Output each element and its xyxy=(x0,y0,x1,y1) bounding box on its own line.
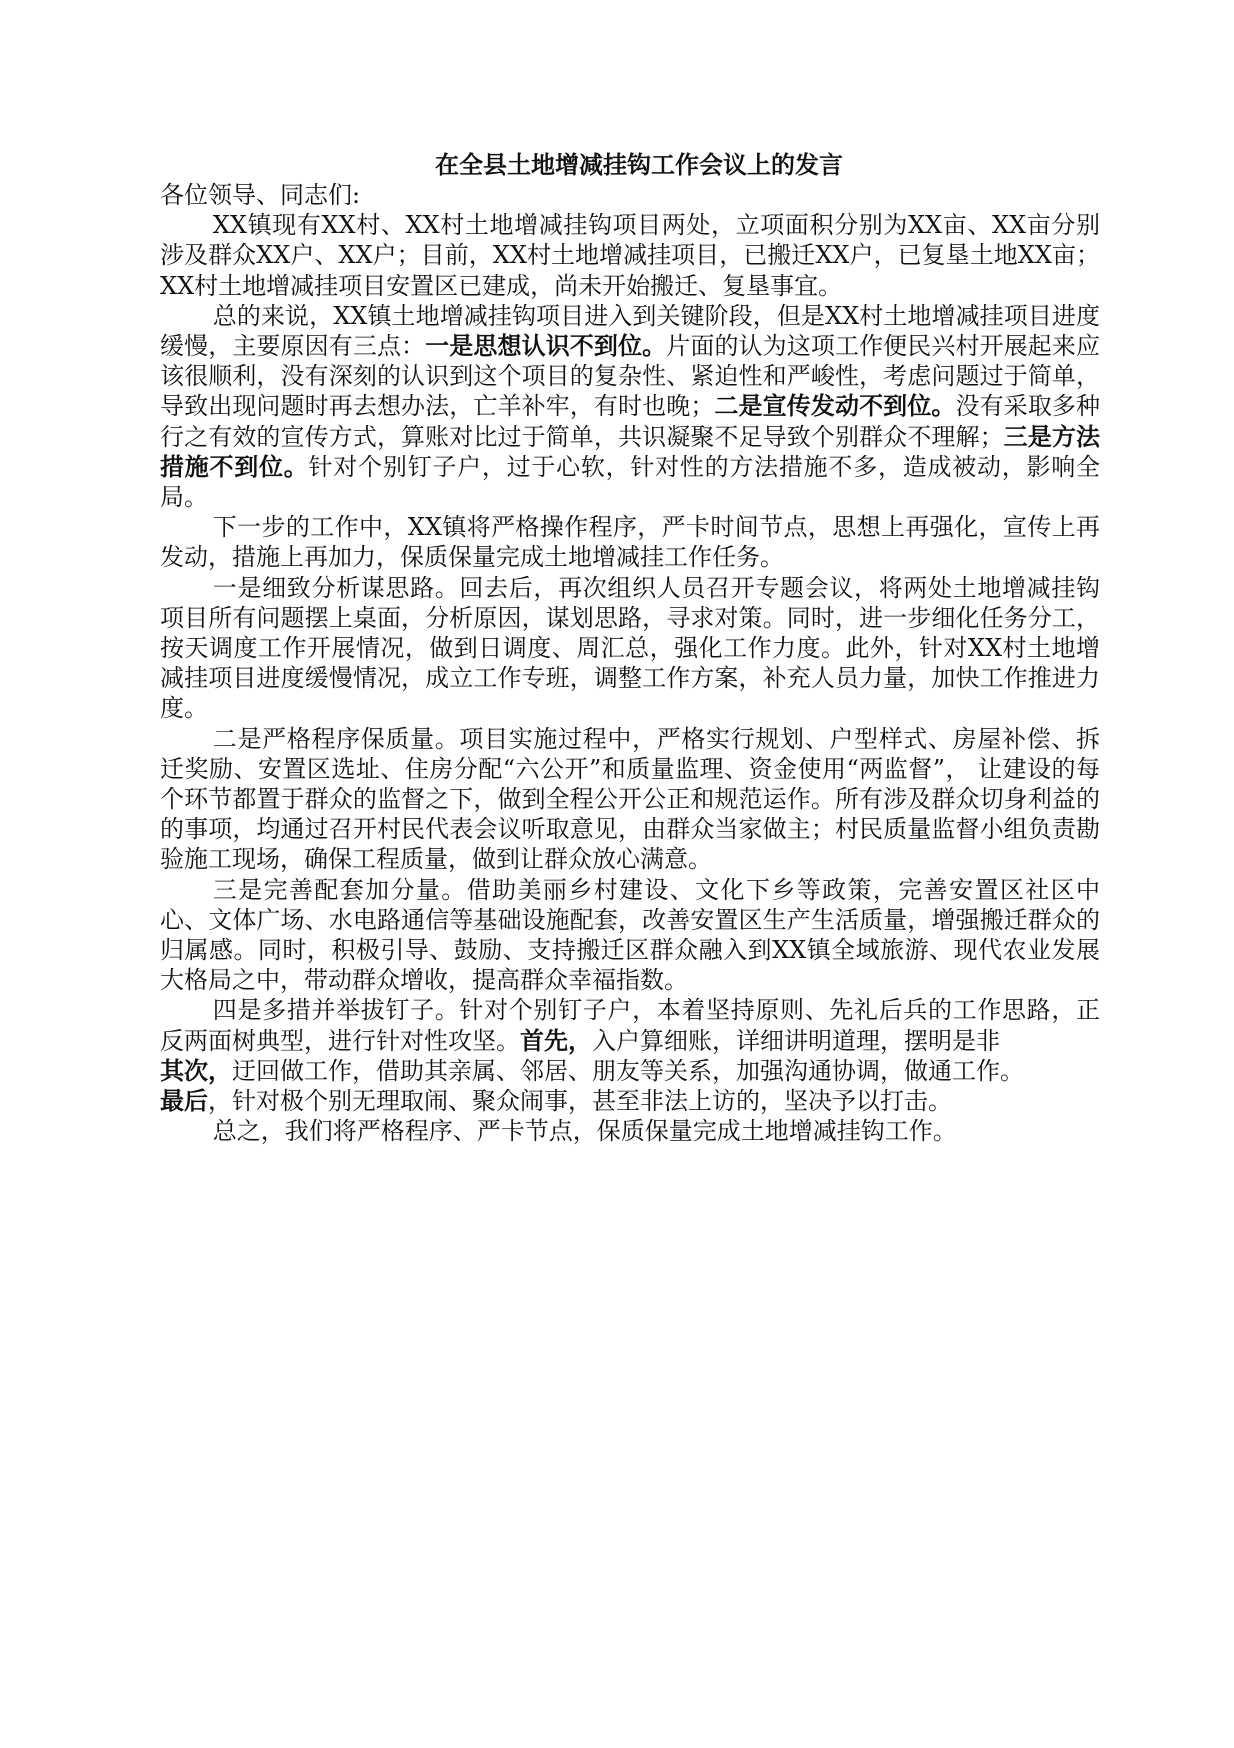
salutation: 各位领导、同志们: xyxy=(160,181,361,209)
text-run: ，针对极个别无理取闹、聚众闹事，甚至非法上访的，坚决予以打击。 xyxy=(208,1087,952,1116)
text-run: 入户算细账，详细讲明道理，摆明是非 xyxy=(592,1026,1000,1055)
text-run: 片面的认为这项工作便民兴村开展起来应该很顺利，没有深刻的认识到这个项目的复杂性、紧迫性和严峻性，考虑问题过于简单，导致出现问题时再去想办法，亡羊补牢，有时也晚； xyxy=(160,332,1101,421)
bold-text-run: 其次， xyxy=(160,1055,232,1085)
text-run: 总之，我们将严格程序、严卡节点，保质保量完成土地增减挂钩工作。 xyxy=(212,1117,957,1146)
text-run: 四是多措并举拔钉子。针对个别钉子户，本着坚持原则、先礼后兵的工作思路，正反两面树典型，进行针对性攻坚。 xyxy=(160,996,1100,1055)
text-run: XX镇现有XX村、XX村土地增减挂钩项目两处，立项面积分别为XX亩、XX亩分别涉及群众XX户、XX户；目前，XX村土地增减挂项目，已搬迁XX户，已复垦土地XX亩；XX村土地增减挂项目安置区已建成，尚未开始搬迁、复垦事宜。 xyxy=(160,211,1100,300)
text-run: 三是完善配套加分量。借助美丽乡村建设、文化下乡等政策，完善安置区社区中心、文体广场、水电路通信等基础设施配套，改善安置区生产生活质量，增强搬迁群众的归属感。同时，积极引导、鼓励、支持搬迁区群众融入到XX镇全域旅游、现代农业发展大格局之中，带动群众增收，提高群众幸福指数。 xyxy=(160,875,1100,995)
bold-text-run: 最后 xyxy=(160,1086,208,1116)
body-text xyxy=(160,210,1100,1146)
text-run: 一是细致分析谋思路。回去后，再次组织人员召开专题会议，将两处土地增减挂钩项目所有问题摆上桌面，分析原因，谋划思路，寻求对策。同时，进一步细化任务分工，按天调度工作开展情况，做到日调度、周汇总，强化工作力度。此外，针对XX村土地增减挂项目进度缓慢情况，成立工作专班，调整工作方案，补充人员力量，加快工作推进力度。 xyxy=(160,573,1100,723)
text-run: 迂回做工作，借助其亲属、邻居、朋友等关系，加强沟通协调，做通工作。 xyxy=(232,1056,1024,1085)
body-paragraph xyxy=(160,995,1100,1116)
body-paragraph xyxy=(160,512,1100,572)
bold-text-run: 一是思想认识不到位。 xyxy=(425,331,667,361)
body-paragraph xyxy=(160,875,1100,996)
body-paragraph xyxy=(160,301,1100,512)
text-run: 针对个别钉子户，过于心软，针对性的方法措施不多，造成被动，影响全局。 xyxy=(160,452,1101,512)
bold-text-run: 三是方法措施不到位。 xyxy=(160,421,1100,481)
body-paragraph xyxy=(160,210,1100,301)
text-run: 下一步的工作中，XX镇将严格操作程序，严卡时间节点，思想上再强化，宣传上再发动，措施上再加力，保质保量完成土地增减挂工作任务。 xyxy=(160,513,1100,572)
document-title: 在全县土地增减挂钩工作会议上的发言 xyxy=(435,150,843,179)
body-paragraph xyxy=(160,1116,1100,1146)
bold-text-run: 二是宣传发动不到位。 xyxy=(714,391,956,421)
text-run: 总的来说，XX镇土地增减挂钩项目进入到关键阶段，但是XX村土地增减挂项目进度缓慢，主要原因有三点： xyxy=(160,301,1100,361)
text-run: 没有采取多种行之有效的宣传方式，算账对比过于简单，共识凝聚不足导致个别群众不理解； xyxy=(160,392,1101,451)
document-page xyxy=(160,150,1100,1147)
body-paragraph xyxy=(160,724,1100,875)
body-paragraph xyxy=(160,573,1100,724)
bold-text-run: 首先， xyxy=(520,1025,592,1055)
text-run: 二是严格程序保质量。项目实施过程中，严格实行规划、户型样式、房屋补偿、拆迁奖励、安置区选址、住房分配“六公开”和质量监理、资金使用“两监督”， 让建设的每个环节都置于群众的监督之下，做到全程公开公正和规范运作。所有涉及群众切身利益的的事项，均通过召开村民代表会议听取意见，由群众当家做主；村民质量监督小组负责勘验施工现场，确保工程质量，做到让群众放心满意。 xyxy=(160,724,1100,874)
